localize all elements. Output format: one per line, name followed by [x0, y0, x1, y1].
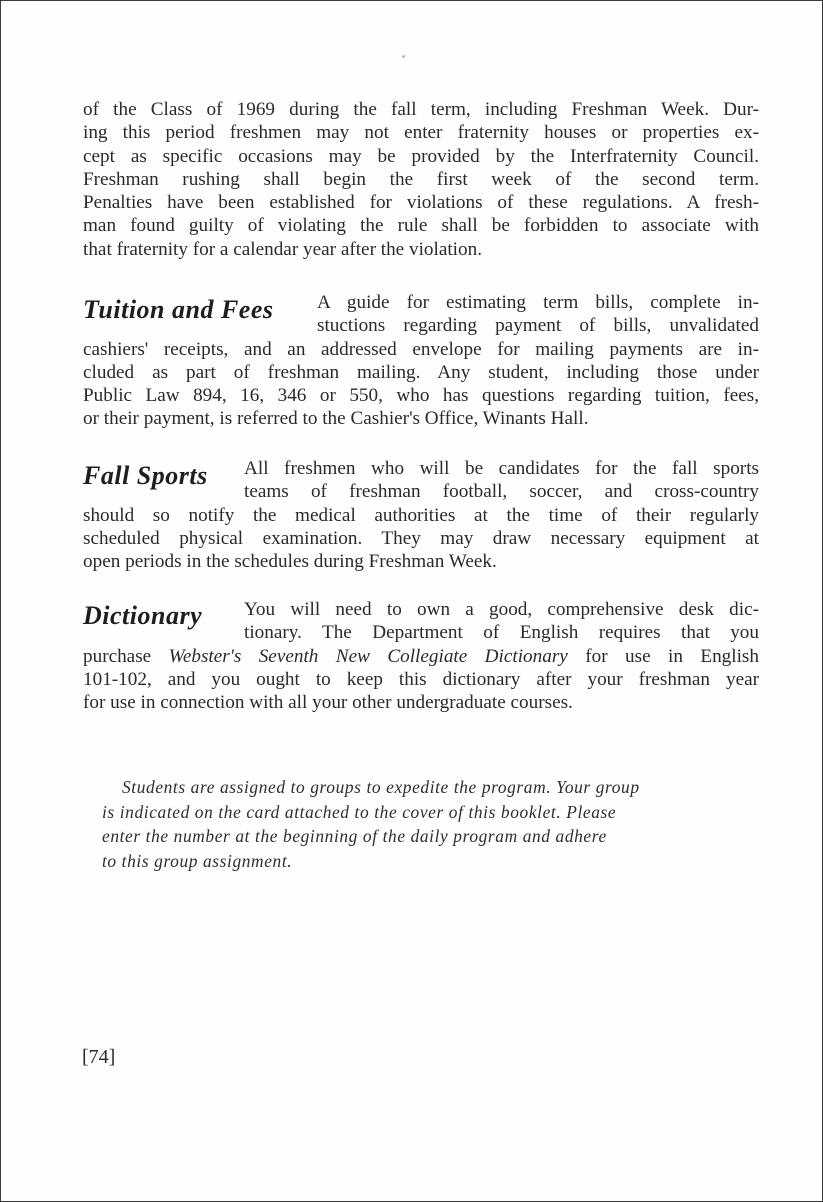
dictionary-line-end: for use in English [585, 645, 759, 667]
page-number: [74] [82, 1046, 116, 1068]
intro-line: Penalties have been established for violations of these regulations. A fresh- [83, 192, 759, 214]
dictionary-line: for use in connection with all your other undergraduate courses. [83, 692, 573, 714]
intro-line: Freshman rushing shall begin the first week of the second term. [83, 168, 759, 190]
tuition-line: cashiers' receipts, and an addressed envelope for mailing payments are in- [83, 338, 759, 360]
dictionary-line: 101-102, and you ought to keep this dictionary after your freshman year [83, 668, 759, 690]
tuition-line: A guide for estimating term bills, complete in- [317, 292, 759, 313]
section-heading-fall-sports: Fall Sports [83, 461, 208, 490]
dictionary-line [83, 645, 759, 668]
notice-line: is indicated on the card attached to the cover of this booklet. Please [102, 801, 617, 822]
fall-sports-line: should so notify the medical authorities at the time of their regularly [83, 504, 759, 526]
fall-sports-line: All freshmen who will be candidates for the fall sports [244, 458, 759, 479]
tuition-line: Public Law 894, 16, 346 or 550, who has questions regarding tuition, fees, [83, 385, 759, 407]
tuition-paragraph [83, 291, 759, 431]
intro-line: ing this period freshmen may not enter fraternity houses or properties ex- [83, 122, 759, 144]
group-assignment-notice [102, 775, 752, 873]
dictionary-book-title: Webster's Seventh New Collegiate Dictionary [168, 645, 568, 667]
dictionary-line: tionary. The Department of English requires that you [244, 622, 759, 644]
intro-line: of the Class of 1969 during the fall term, including Freshman Week. Dur- [83, 99, 759, 120]
tuition-line: or their payment, is referred to the Cashier's Office, Winants Hall. [83, 408, 589, 430]
fall-sports-line: teams of freshman football, soccer, and cross-country [244, 481, 759, 503]
tuition-line: cluded as part of freshman mailing. Any student, including those under [83, 361, 759, 383]
section-heading-dictionary: Dictionary [83, 601, 203, 630]
notice-line: Students are assigned to groups to expedite the program. Your group [122, 777, 640, 797]
notice-line: enter the number at the beginning of the daily program and adhere [102, 826, 607, 846]
fall-sports-line: open periods in the schedules during Freshman Week. [83, 551, 497, 573]
paper-speck [402, 55, 405, 58]
fall-sports-line: scheduled physical examination. They may draw necessary equipment at [83, 527, 759, 549]
intro-paragraph [83, 98, 759, 261]
dictionary-paragraph [83, 598, 759, 714]
intro-line: that fraternity for a calendar year after the violation. [83, 238, 483, 260]
intro-line: cept as specific occasions may be provided by the Interfraternity Council. [83, 145, 759, 167]
intro-line: man found guilty of violating the rule shall be forbidden to associate with [83, 215, 759, 237]
fall-sports-paragraph [83, 457, 759, 573]
dictionary-line: You will need to own a good, comprehensive desk dic- [244, 599, 759, 620]
notice-line: to this group assignment. [102, 850, 293, 871]
tuition-line: stuctions regarding payment of bills, unvalidated [317, 315, 759, 337]
section-heading-tuition: Tuition and Fees [83, 295, 274, 324]
dictionary-line-start: purchase [83, 645, 152, 667]
